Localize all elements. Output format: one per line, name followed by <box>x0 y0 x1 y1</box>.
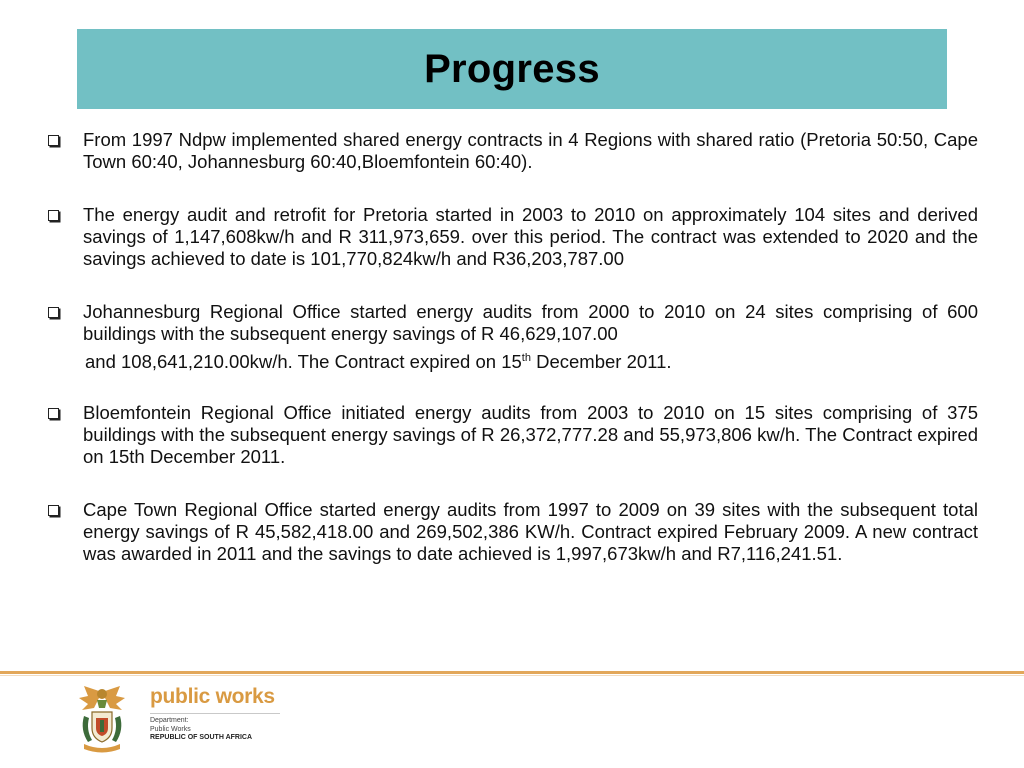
bullet-list <box>46 129 978 565</box>
bullet-continuation <box>85 351 978 373</box>
bullet-text: The energy audit and retrofit for Pretoria started in 2003 to 2010 on approximately 104 sites and derived savings of 1,147,608kw/h and R 311,973,659. over this period. The contract was extended to 2020 and the savings achieved to date is 101,770,824kw/h and R36,203,787.00 <box>83 204 978 269</box>
logo-rule <box>150 713 280 714</box>
coat-of-arms-icon <box>76 684 128 756</box>
department-logo <box>150 684 290 743</box>
bullet-item <box>46 129 978 173</box>
checkbox-bullet-icon <box>48 307 59 318</box>
logo-line-public-works: Public Works <box>150 725 191 733</box>
logo-line-republic: REPUBLIC OF SOUTH AFRICA <box>150 734 253 741</box>
bullet-item <box>46 301 978 345</box>
bullet-item <box>46 402 978 468</box>
checkbox-bullet-icon <box>48 210 59 221</box>
bullet-text: Cape Town Regional Office started energy audits from 1997 to 2009 on 39 sites with the subsequent total energy savings of R 45,582,418.00 and 269,502,386 KW/h. Contract expired February 2009. A new contract was awarded in 2011 and the savings to date achieved is 1,997,673kw/h and R7,116,241.51. <box>83 499 978 564</box>
bullet-item-group <box>46 301 978 373</box>
title-bar <box>77 29 947 109</box>
continuation-text-end: December 2011. <box>530 351 672 372</box>
checkbox-bullet-icon <box>48 408 59 419</box>
ordinal-suffix: th <box>521 351 531 364</box>
footer-divider-shadow <box>0 675 1024 676</box>
bullet-text: From 1997 Ndpw implemented shared energy contracts in 4 Regions with shared ratio (Pretoria 50:50, Cape Town 60:40, Johannesburg 60:40,Bloemfontein 60:40). <box>83 129 978 172</box>
logo-line-department: Department: <box>150 717 189 724</box>
bullet-text: Bloemfontein Regional Office initiated energy audits from 2003 to 2010 on 15 sites comprising of 375 buildings with the subsequent energy savings of R 26,372,777.28 and 55,973,806 kw/h. The Contract expired on 15th December 2011. <box>83 402 978 467</box>
bullet-text: Johannesburg Regional Office started energy audits from 2000 to 2010 on 24 sites comprising of 600 buildings with the subsequent energy savings of R 46,629,107.00 <box>83 301 978 344</box>
footer-divider <box>0 671 1024 674</box>
logo-wordmark: public works <box>150 685 275 708</box>
checkbox-bullet-icon <box>48 135 59 146</box>
checkbox-bullet-icon <box>48 505 59 516</box>
slide-title: Progress <box>424 46 600 91</box>
continuation-text: and 108,641,210.00kw/h. The Contract expired on 15 <box>85 351 522 372</box>
bullet-item <box>46 499 978 565</box>
bullet-item <box>46 204 978 270</box>
